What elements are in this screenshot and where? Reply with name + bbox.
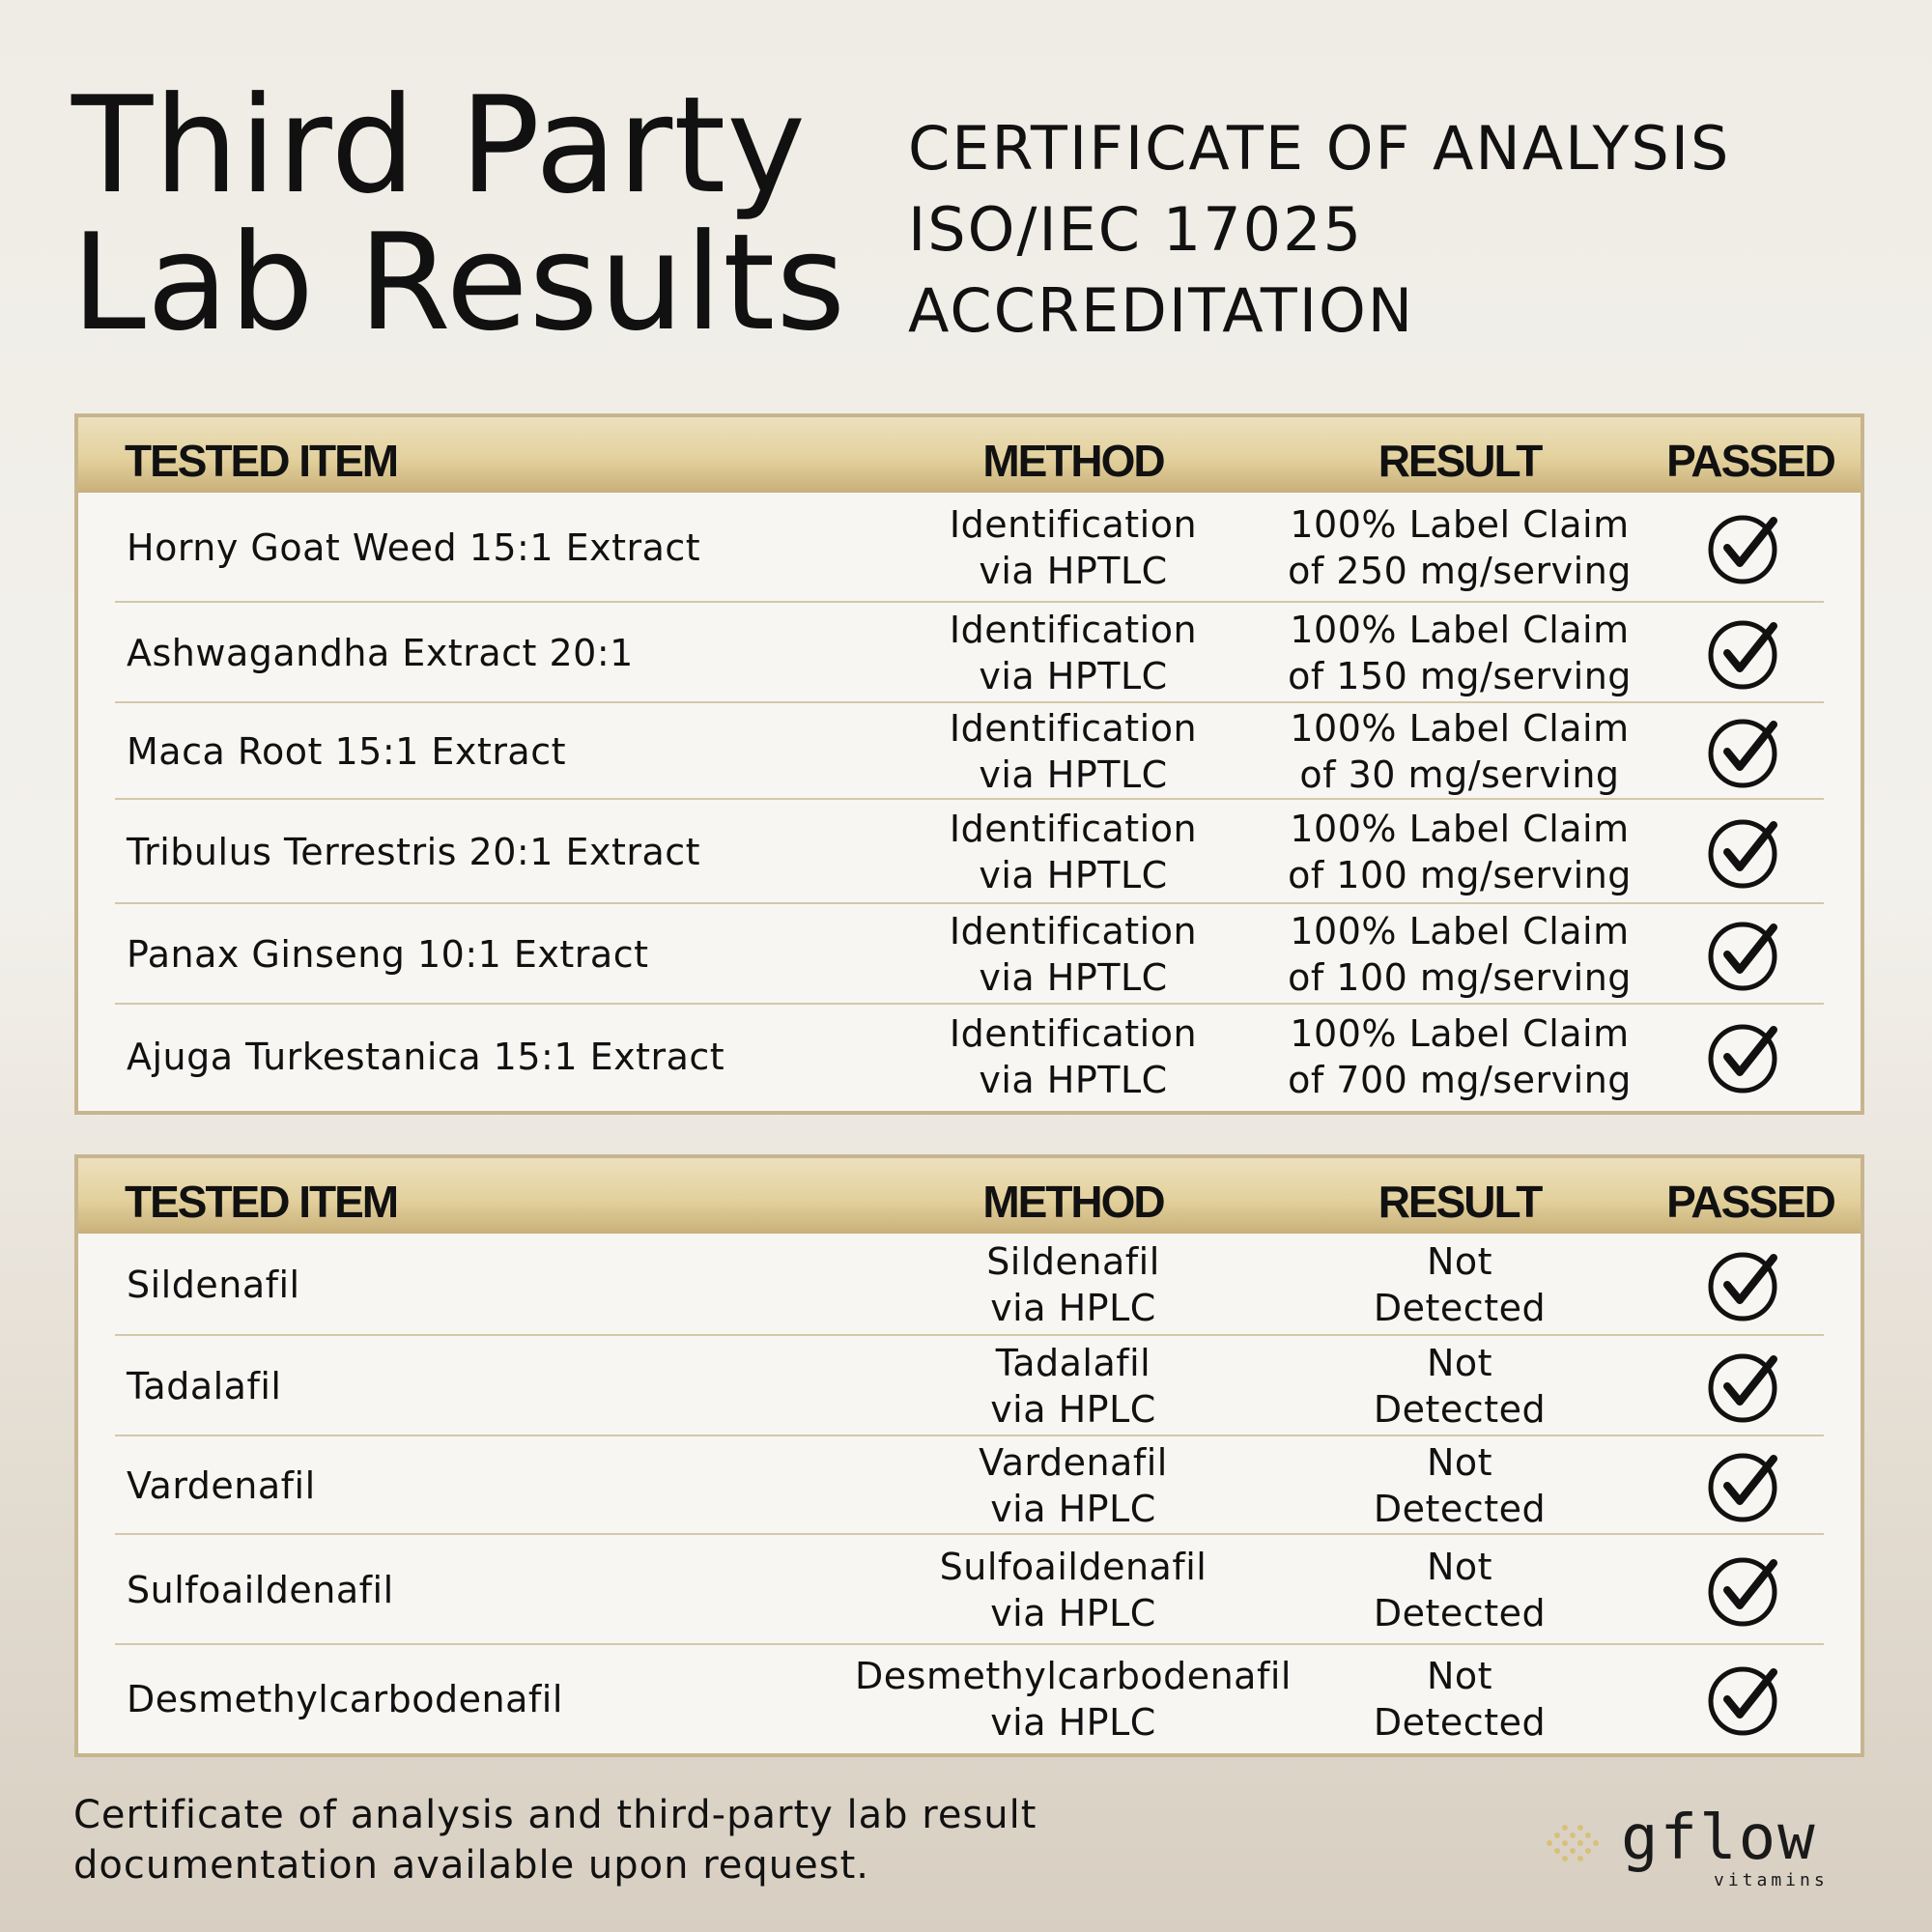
tested-item-name: Ashwagandha Extract 20:1	[127, 632, 634, 674]
passed-cell	[1662, 1005, 1827, 1109]
method-line: Sildenafil	[986, 1240, 1160, 1283]
table-row	[78, 493, 1861, 603]
result-line: Not	[1426, 1342, 1493, 1384]
passed-cell	[1662, 703, 1827, 800]
method-line: Tadalafil	[995, 1342, 1151, 1384]
table-row	[78, 1234, 1861, 1336]
method-line: via HPLC	[990, 1592, 1156, 1634]
result-line: 100% Label Claim	[1290, 808, 1630, 850]
logo-wordmark: gflow	[1621, 1803, 1817, 1874]
result-cell	[1257, 800, 1662, 904]
method-line: Vardenafil	[979, 1441, 1168, 1484]
result-line: Not	[1426, 1546, 1493, 1588]
adulterant-results-table	[74, 1154, 1864, 1757]
result-cell	[1257, 1645, 1662, 1753]
result-cell	[1257, 493, 1662, 603]
table-row	[78, 800, 1861, 904]
passed-cell	[1662, 904, 1827, 1005]
result-line: of 150 mg/serving	[1288, 655, 1632, 697]
subtitle-line3: ACCREDITATION	[908, 275, 1415, 346]
result-line: Detected	[1373, 1388, 1547, 1431]
table-row	[78, 904, 1861, 1005]
result-line: 100% Label Claim	[1290, 707, 1630, 750]
method-line: Identification	[949, 808, 1198, 850]
passed-cell	[1662, 800, 1827, 904]
tested-item-name: Sildenafil	[127, 1264, 300, 1306]
result-line: 100% Label Claim	[1290, 910, 1630, 952]
subtitle-line2: ISO/IEC 17025	[908, 194, 1364, 265]
method-line: via HPTLC	[979, 550, 1168, 592]
method-cell	[851, 1234, 1295, 1336]
method-cell	[851, 1436, 1295, 1535]
table-body	[78, 493, 1861, 1111]
method-cell	[851, 1005, 1295, 1109]
table-row	[78, 1645, 1861, 1753]
method-cell	[851, 703, 1295, 800]
table-row	[78, 603, 1861, 703]
tested-item-name: Panax Ginseng 10:1 Extract	[127, 933, 649, 976]
result-line: Detected	[1373, 1287, 1547, 1329]
result-line: of 250 mg/serving	[1288, 550, 1632, 592]
method-line: Identification	[949, 1012, 1198, 1055]
result-line: Detected	[1373, 1592, 1547, 1634]
tested-item-name: Tribulus Terrestris 20:1 Extract	[127, 831, 701, 873]
table-row	[78, 1336, 1861, 1436]
method-line: Identification	[949, 707, 1198, 750]
result-line: Not	[1426, 1240, 1493, 1283]
method-cell	[851, 1535, 1295, 1645]
chevron-dots-icon	[1544, 1820, 1605, 1866]
method-cell	[851, 1336, 1295, 1436]
passed-cell	[1662, 1535, 1827, 1645]
result-cell	[1257, 1436, 1662, 1535]
footer-line1: Certificate of analysis and third-party lab result	[73, 1793, 1037, 1837]
header-method: METHOD	[982, 436, 1164, 486]
page-title	[71, 68, 847, 360]
method-line: via HPTLC	[979, 655, 1168, 697]
page-title-line2: Lab Results	[71, 205, 847, 360]
result-cell	[1257, 904, 1662, 1005]
result-line: of 100 mg/serving	[1288, 956, 1632, 999]
header-tested-item: TESTED ITEM	[125, 1177, 398, 1227]
check-circle-icon	[1706, 1018, 1783, 1095]
passed-cell	[1662, 603, 1827, 703]
tested-item-name: Ajuga Turkestanica 15:1 Extract	[127, 1036, 725, 1078]
header-method: METHOD	[982, 1177, 1164, 1227]
method-cell	[851, 493, 1295, 603]
method-line: Identification	[949, 503, 1198, 546]
ingredient-results-table	[74, 413, 1864, 1115]
table-body	[78, 1234, 1861, 1753]
passed-cell	[1662, 1645, 1827, 1753]
check-circle-icon	[1706, 1551, 1783, 1629]
method-cell	[851, 904, 1295, 1005]
check-circle-icon	[1706, 509, 1783, 586]
header-passed: PASSED	[1666, 1177, 1834, 1227]
method-line: via HPLC	[990, 1388, 1156, 1431]
table-row	[78, 1535, 1861, 1645]
result-line: 100% Label Claim	[1290, 1012, 1630, 1055]
result-cell	[1257, 1535, 1662, 1645]
result-cell	[1257, 703, 1662, 800]
logo-subtext: vitamins	[1714, 1870, 1829, 1890]
method-cell	[851, 1645, 1295, 1753]
passed-cell	[1662, 1336, 1827, 1436]
method-cell	[851, 800, 1295, 904]
method-line: Identification	[949, 910, 1198, 952]
result-line: Not	[1426, 1655, 1493, 1697]
passed-cell	[1662, 1234, 1827, 1336]
result-line: 100% Label Claim	[1290, 609, 1630, 651]
footer-line2: documentation available upon request.	[73, 1843, 869, 1888]
footer-note	[73, 1790, 1037, 1890]
passed-cell	[1662, 493, 1827, 603]
tested-item-name: Maca Root 15:1 Extract	[127, 730, 567, 773]
method-line: Sulfoaildenafil	[939, 1546, 1208, 1588]
header-result: RESULT	[1378, 1177, 1542, 1227]
tested-item-name: Tadalafil	[127, 1365, 282, 1407]
check-circle-icon	[1706, 813, 1783, 891]
result-cell	[1257, 603, 1662, 703]
header-result: RESULT	[1378, 436, 1542, 486]
check-circle-icon	[1706, 916, 1783, 993]
method-line: via HPLC	[990, 1287, 1156, 1329]
check-circle-icon	[1706, 713, 1783, 790]
result-line: Detected	[1373, 1701, 1547, 1744]
result-cell	[1257, 1005, 1662, 1109]
method-line: Identification	[949, 609, 1198, 651]
method-line: via HPTLC	[979, 753, 1168, 796]
table-header	[78, 1158, 1861, 1234]
method-line: via HPLC	[990, 1488, 1156, 1530]
gflow-logo	[1544, 1804, 1833, 1891]
method-line: via HPTLC	[979, 1059, 1168, 1101]
method-cell	[851, 603, 1295, 703]
subtitle-line1: CERTIFICATE OF ANALYSIS	[908, 113, 1731, 184]
method-line: Desmethylcarbodenafil	[855, 1655, 1292, 1697]
table-row	[78, 1436, 1861, 1535]
result-cell	[1257, 1336, 1662, 1436]
result-line: of 100 mg/serving	[1288, 854, 1632, 896]
result-line: Not	[1426, 1441, 1493, 1484]
check-circle-icon	[1706, 614, 1783, 692]
result-line: of 700 mg/serving	[1288, 1059, 1632, 1101]
page-title-line1: Third Party	[71, 68, 807, 223]
check-circle-icon	[1706, 1246, 1783, 1323]
tested-item-name: Desmethylcarbodenafil	[127, 1678, 563, 1720]
tested-item-name: Horny Goat Weed 15:1 Extract	[127, 526, 701, 569]
check-circle-icon	[1706, 1348, 1783, 1425]
result-line: 100% Label Claim	[1290, 503, 1630, 546]
header-tested-item: TESTED ITEM	[125, 436, 398, 486]
check-circle-icon	[1706, 1661, 1783, 1738]
header-passed: PASSED	[1666, 436, 1834, 486]
result-line: of 30 mg/serving	[1299, 753, 1620, 796]
result-line: Detected	[1373, 1488, 1547, 1530]
tested-item-name: Vardenafil	[127, 1464, 316, 1507]
table-row	[78, 1005, 1861, 1109]
check-circle-icon	[1706, 1447, 1783, 1524]
method-line: via HPTLC	[979, 956, 1168, 999]
tested-item-name: Sulfoaildenafil	[127, 1569, 394, 1611]
table-row	[78, 703, 1861, 800]
method-line: via HPTLC	[979, 854, 1168, 896]
method-line: via HPLC	[990, 1701, 1156, 1744]
table-header	[78, 417, 1861, 493]
page-subtitle	[908, 108, 1730, 352]
result-cell	[1257, 1234, 1662, 1336]
passed-cell	[1662, 1436, 1827, 1535]
